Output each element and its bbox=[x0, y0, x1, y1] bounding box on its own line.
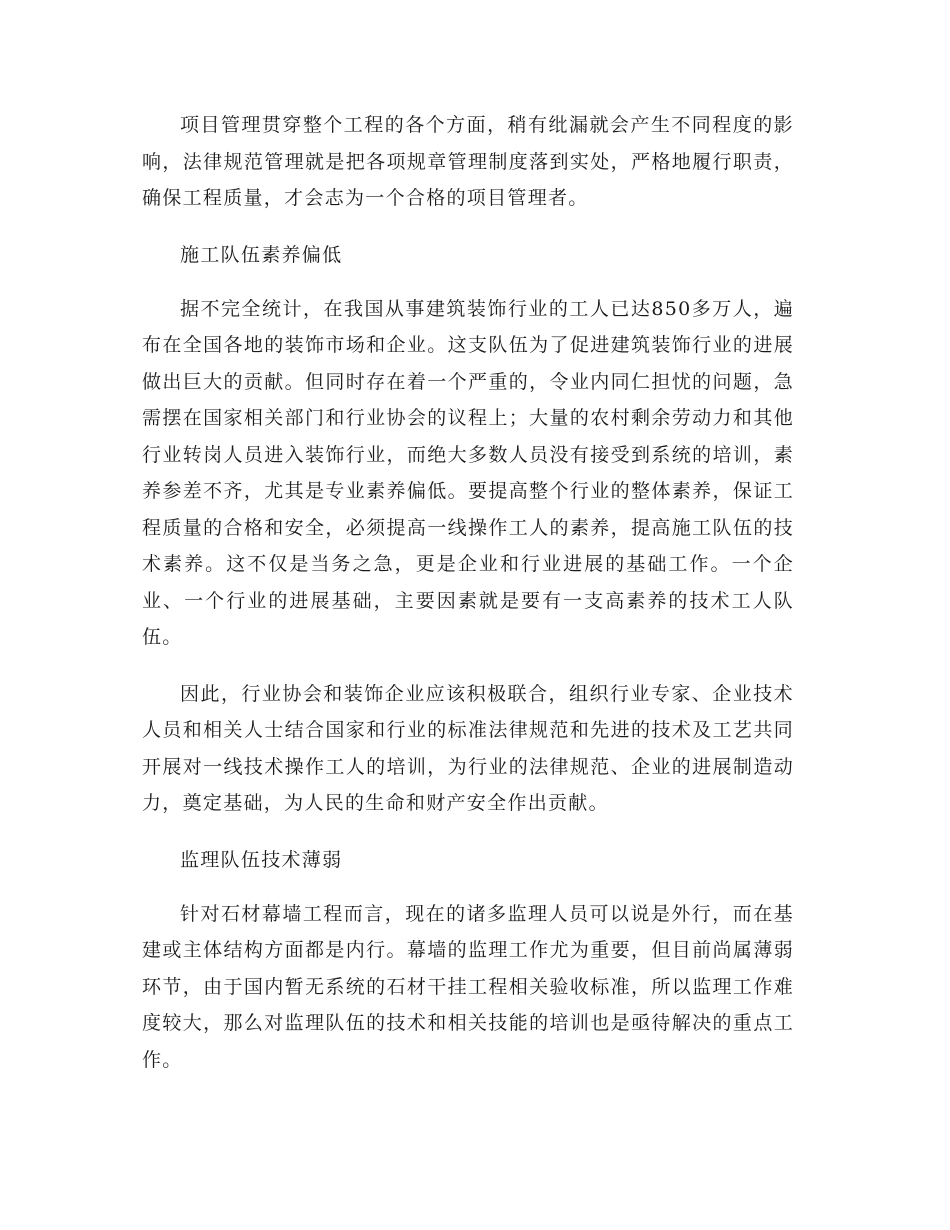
paragraph-training-cooperation: 因此，行业协会和装饰企业应该积极联合，组织行业专家、企业技术人员和相关人士结合国家和行业的标准法律规范和先进的技术及工艺共同开展对一线技术操作工人的培训，为行业的法律规范、企业的进展制造动力，奠定基础，为人民的生命和财产安全作出贡献。 bbox=[142, 682, 794, 814]
paragraph-supervision-team: 针对石材幕墙工程而言，现在的诸多监理人员可以说是外行，而在基建或主体结构方面都是内行。幕墙的监理工作尤为重要，但目前尚属薄弱环节，由于国内暂无系统的石材干挂工程相关验收标准，所以监理工作难度较大，那么对监理队伍的技术和相关技能的培训也是亟待解决的重点工作。 bbox=[142, 902, 794, 1071]
section-heading-supervision-team: 监理队伍技术薄弱 bbox=[180, 848, 343, 871]
document-body bbox=[142, 107, 794, 1098]
paragraph-construction-team: 据不完全统计，在我国从事建筑装饰行业的工人已达850多万人，遍布在全国各地的装饰市场和企业。这支队伍为了促进建筑装饰行业的进展做出巨大的贡献。但同时存在着一个严重的，令业内同仁担忧的问题，急需摆在国家相关部门和行业协会的议程上；大量的农村剩余劳动力和其他行业转岗人员进入装饰行业，而绝大多数人员没有接受到系统的培训，素养参差不齐，尤其是专业素养偏低。要提高整个行业的整体素养，保证工程质量的合格和安全，必须提高一线操作工人的素养，提高施工队伍的技术素养。这不仅是当务之急，更是企业和行业进展的基础工作。一个企业、一个行业的进展基础，主要因素就是要有一支高素养的技术工人队伍。 bbox=[142, 297, 794, 648]
paragraph-project-management: 项目管理贯穿整个工程的各个方面，稍有纰漏就会产生不同程度的影响，法律规范管理就是把各项规章管理制度落到实处，严格地履行职责，确保工程质量，才会志为一个合格的项目管理者。 bbox=[142, 114, 794, 209]
section-heading-construction-team: 施工队伍素养偏低 bbox=[180, 243, 343, 266]
